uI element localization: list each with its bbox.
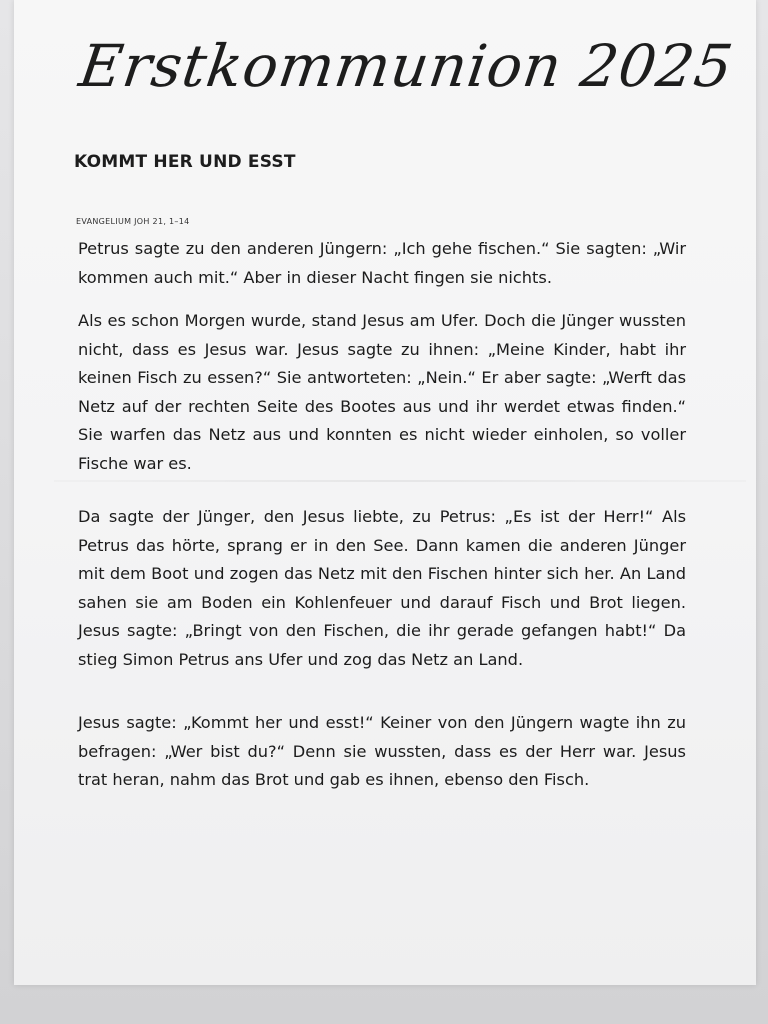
page-title: Erstkommunion 2025 bbox=[75, 32, 738, 100]
section-heading: KOMMT HER UND ESST bbox=[74, 152, 296, 172]
paragraph-1: Petrus sagte zu den anderen Jüngern: „Ich gehe fischen.“ Sie sagten: „Wir kommen auch mit.“ Aber in dieser Nacht fingen sie nichts. bbox=[78, 239, 686, 287]
scripture-reference: EVANGELIUM JOH 21, 1–14 bbox=[76, 217, 190, 226]
paragraph-3: Da sagte der Jünger, den Jesus liebte, zu Petrus: „Es ist der Herr!“ Als Petrus das hörte, sprang er in den See. Dann kamen die anderen Jünger mit dem Boot und zogen das Netz mit den Fischen hinter sich her. An Land sahen sie am Boden ein Kohlenfeuer und darauf Fisch und Brot liegen. Jesus sagte: „Bringt von den Fischen, die ihr gerade gefangen habt!“ Da stieg Simon Petrus ans Ufer und zog das Netz an Land. bbox=[78, 507, 686, 669]
paragraph-4: Jesus sagte: „Kommt her und esst!“ Keiner von den Jüngern wagte ihn zu befragen: „Wer bist du?“ Denn sie wussten, dass es der Herr war. Jesus trat heran, nahm das Brot und gab es ihnen, ebenso den Fisch. bbox=[78, 713, 686, 789]
paper-fold-line bbox=[54, 480, 746, 482]
paper-sheet bbox=[14, 0, 756, 985]
paragraph-2: Als es schon Morgen wurde, stand Jesus am Ufer. Doch die Jünger wussten nicht, dass es Jesus war. Jesus sagte zu ihnen: „Meine Kinder, habt ihr keinen Fisch zu essen?“ Sie antworteten: „Nein.“ Er aber sagte: „Werft das Netz auf der rechten Seite des Bootes aus und ihr werdet etwas finden.“ Sie warfen das Netz aus und konnten es nicht wieder einholen, so voller Fische war es. bbox=[78, 311, 686, 473]
